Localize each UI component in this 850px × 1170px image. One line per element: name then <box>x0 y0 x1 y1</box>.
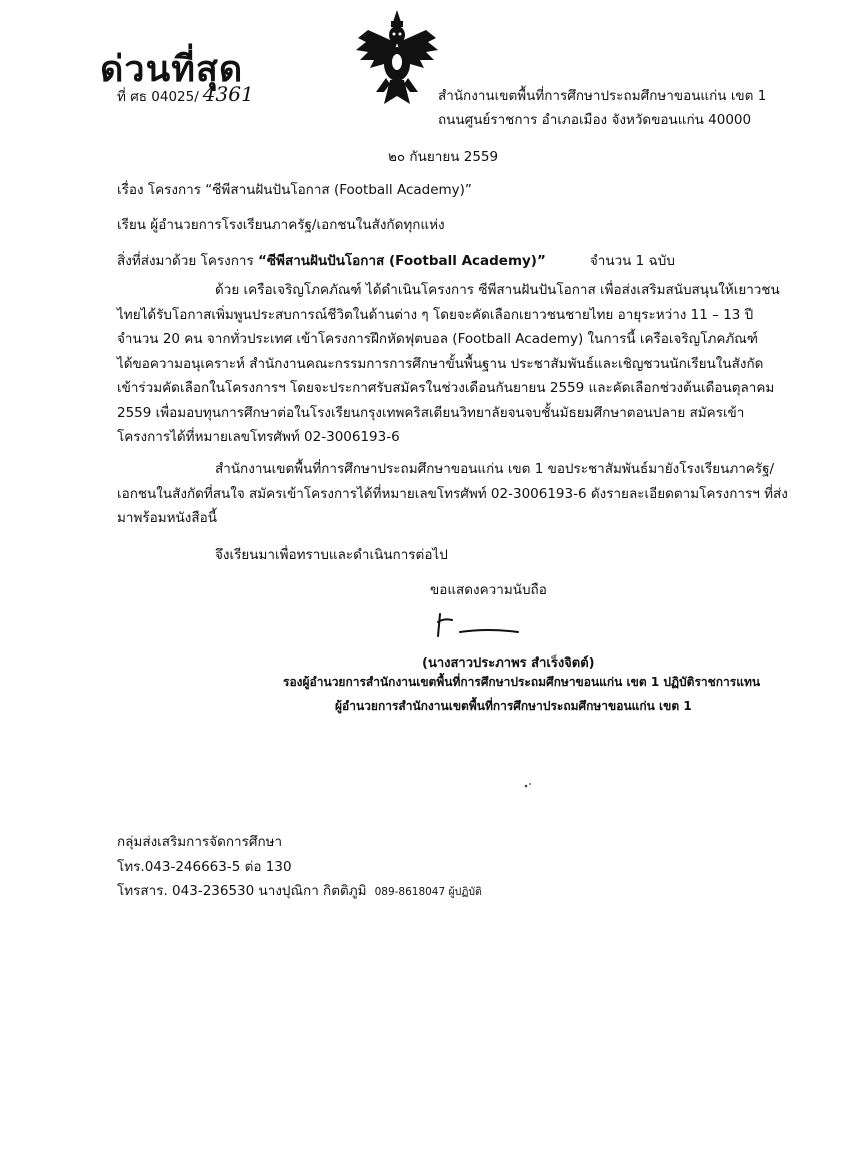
letter-recipient: เรียน ผู้อำนวยการโรงเรียนภาครัฐ/เอกชนในสังกัดทุกแห่ง <box>117 217 445 233</box>
contact-small: 089-8618047 ผู้ปฏิบัติ <box>374 886 482 898</box>
paragraph-line: ได้ขอความอนุเคราะห์ สำนักงานคณะกรรมการการศึกษาขั้นพื้นฐาน ประชาสัมพันธ์และเชิญชวนนักเรียนในสังกัด <box>117 355 764 372</box>
body-paragraph-1 <box>117 278 780 450</box>
paragraph-line: 2559 เพื่อมอบทุนการศึกษาต่อในโรงเรียนกรุงเทพคริสเตียนวิทยาลัยจนจบชั้นมัธยมศึกษาตอนปลาย สมัครเข้า <box>117 404 745 421</box>
letter-date: ๒๐ กันยายน 2559 <box>388 149 499 165</box>
enclosure-prefix: สิ่งที่ส่งมาด้วย โครงการ <box>117 253 259 269</box>
closing-text: จึงเรียนมาเพื่อทราบและดำเนินการต่อไป <box>215 547 448 563</box>
enclosure-title: “ซีพีสานฝันปันโอกาส (Football Academy)” <box>258 253 546 269</box>
paragraph-line: มาพร้อมหนังสือนี้ <box>117 510 217 526</box>
scan-artifact <box>522 780 534 792</box>
paragraph-line: ไทยได้รับโอกาสเพิ่มพูนประสบการณ์ชีวิตในด้านต่าง ๆ โดยจะคัดเลือกเยาวชนชายไทย อายุระหว่าง 11 – 13 ปี <box>117 306 754 323</box>
org-address: ถนนศูนย์ราชการ อำเภอเมือง จังหวัดขอนแก่น 40000 <box>438 112 752 128</box>
reference-handwritten: 4361 <box>202 82 254 106</box>
signer-position-1: รองผู้อำนวยการสำนักงานเขตพื้นที่การศึกษาประถมศึกษาขอนแก่น เขต 1 ปฏิบัติราชการแทน <box>283 675 761 689</box>
reference-number <box>117 82 254 107</box>
letter-enclosure <box>117 249 675 271</box>
garuda-emblem-icon <box>352 8 442 106</box>
paragraph-line: ด้วย เครือเจริญโภคภัณฑ์ ได้ดำเนินโครงการ ซีพีสานฝันปันโอกาส เพื่อส่งเสริมสนับสนุนให้เยาวชน <box>215 282 780 298</box>
regards-text: ขอแสดงความนับถือ <box>430 582 547 598</box>
signer-position-2: ผู้อำนวยการสำนักงานเขตพื้นที่การศึกษาประถมศึกษาขอนแก่น เขต 1 <box>335 699 692 713</box>
footer-department: กลุ่มส่งเสริมการจัดการศึกษา <box>117 834 283 850</box>
footer-phone: โทร.043-246663-5 ต่อ 130 <box>117 859 292 875</box>
reference-printed: ที่ ศธ 04025/ <box>117 89 199 105</box>
paragraph-line: เข้าร่วมคัดเลือกในโครงการฯ โดยจะประกาศรับสมัครในช่วงเดือนกันยายน 2559 และคัดเลือกช่วงต้นเดือนตุลาคม <box>117 380 775 396</box>
handwritten-signature <box>430 608 540 648</box>
fax-text: โทรสาร. 043-236530 นางปุณิกา กิตติภูมิ <box>117 883 367 899</box>
paragraph-line: สำนักงานเขตพื้นที่การศึกษาประถมศึกษาขอนแก่น เขต 1 ขอประชาสัมพันธ์มายังโรงเรียนภาครัฐ/ <box>215 461 775 477</box>
paragraph-line: จำนวน 20 คน จากทั่วประเทศ เข้าโครงการฝึกหัดฟุตบอล (Football Academy) ในการนี้ เครือเจริญโภคภัณฑ์ <box>117 331 758 347</box>
enclosure-count: จำนวน 1 ฉบับ <box>589 253 675 269</box>
footer-fax <box>117 879 482 901</box>
paragraph-line: โครงการได้ที่หมายเลขโทรศัพท์ 02-3006193-6 <box>117 429 400 445</box>
paragraph-line: เอกชนในสังกัดที่สนใจ สมัครเข้าโครงการได้ที่หมายเลขโทรศัพท์ 02-3006193-6 ดังรายละเอียดตามโครงการฯ ที่ส่ง <box>117 485 788 502</box>
signer-name: (นางสาวประภาพร สำเร็งจิตต์) <box>422 656 595 671</box>
urgency-stamp: ด่วนที่สุด <box>100 49 244 90</box>
letter-subject: เรื่อง โครงการ “ซีพีสานฝันปันโอกาส (Football Academy)” <box>117 182 472 198</box>
body-paragraph-2 <box>117 457 788 531</box>
org-name: สำนักงานเขตพื้นที่การศึกษาประถมศึกษาขอนแก่น เขต 1 <box>438 88 767 104</box>
